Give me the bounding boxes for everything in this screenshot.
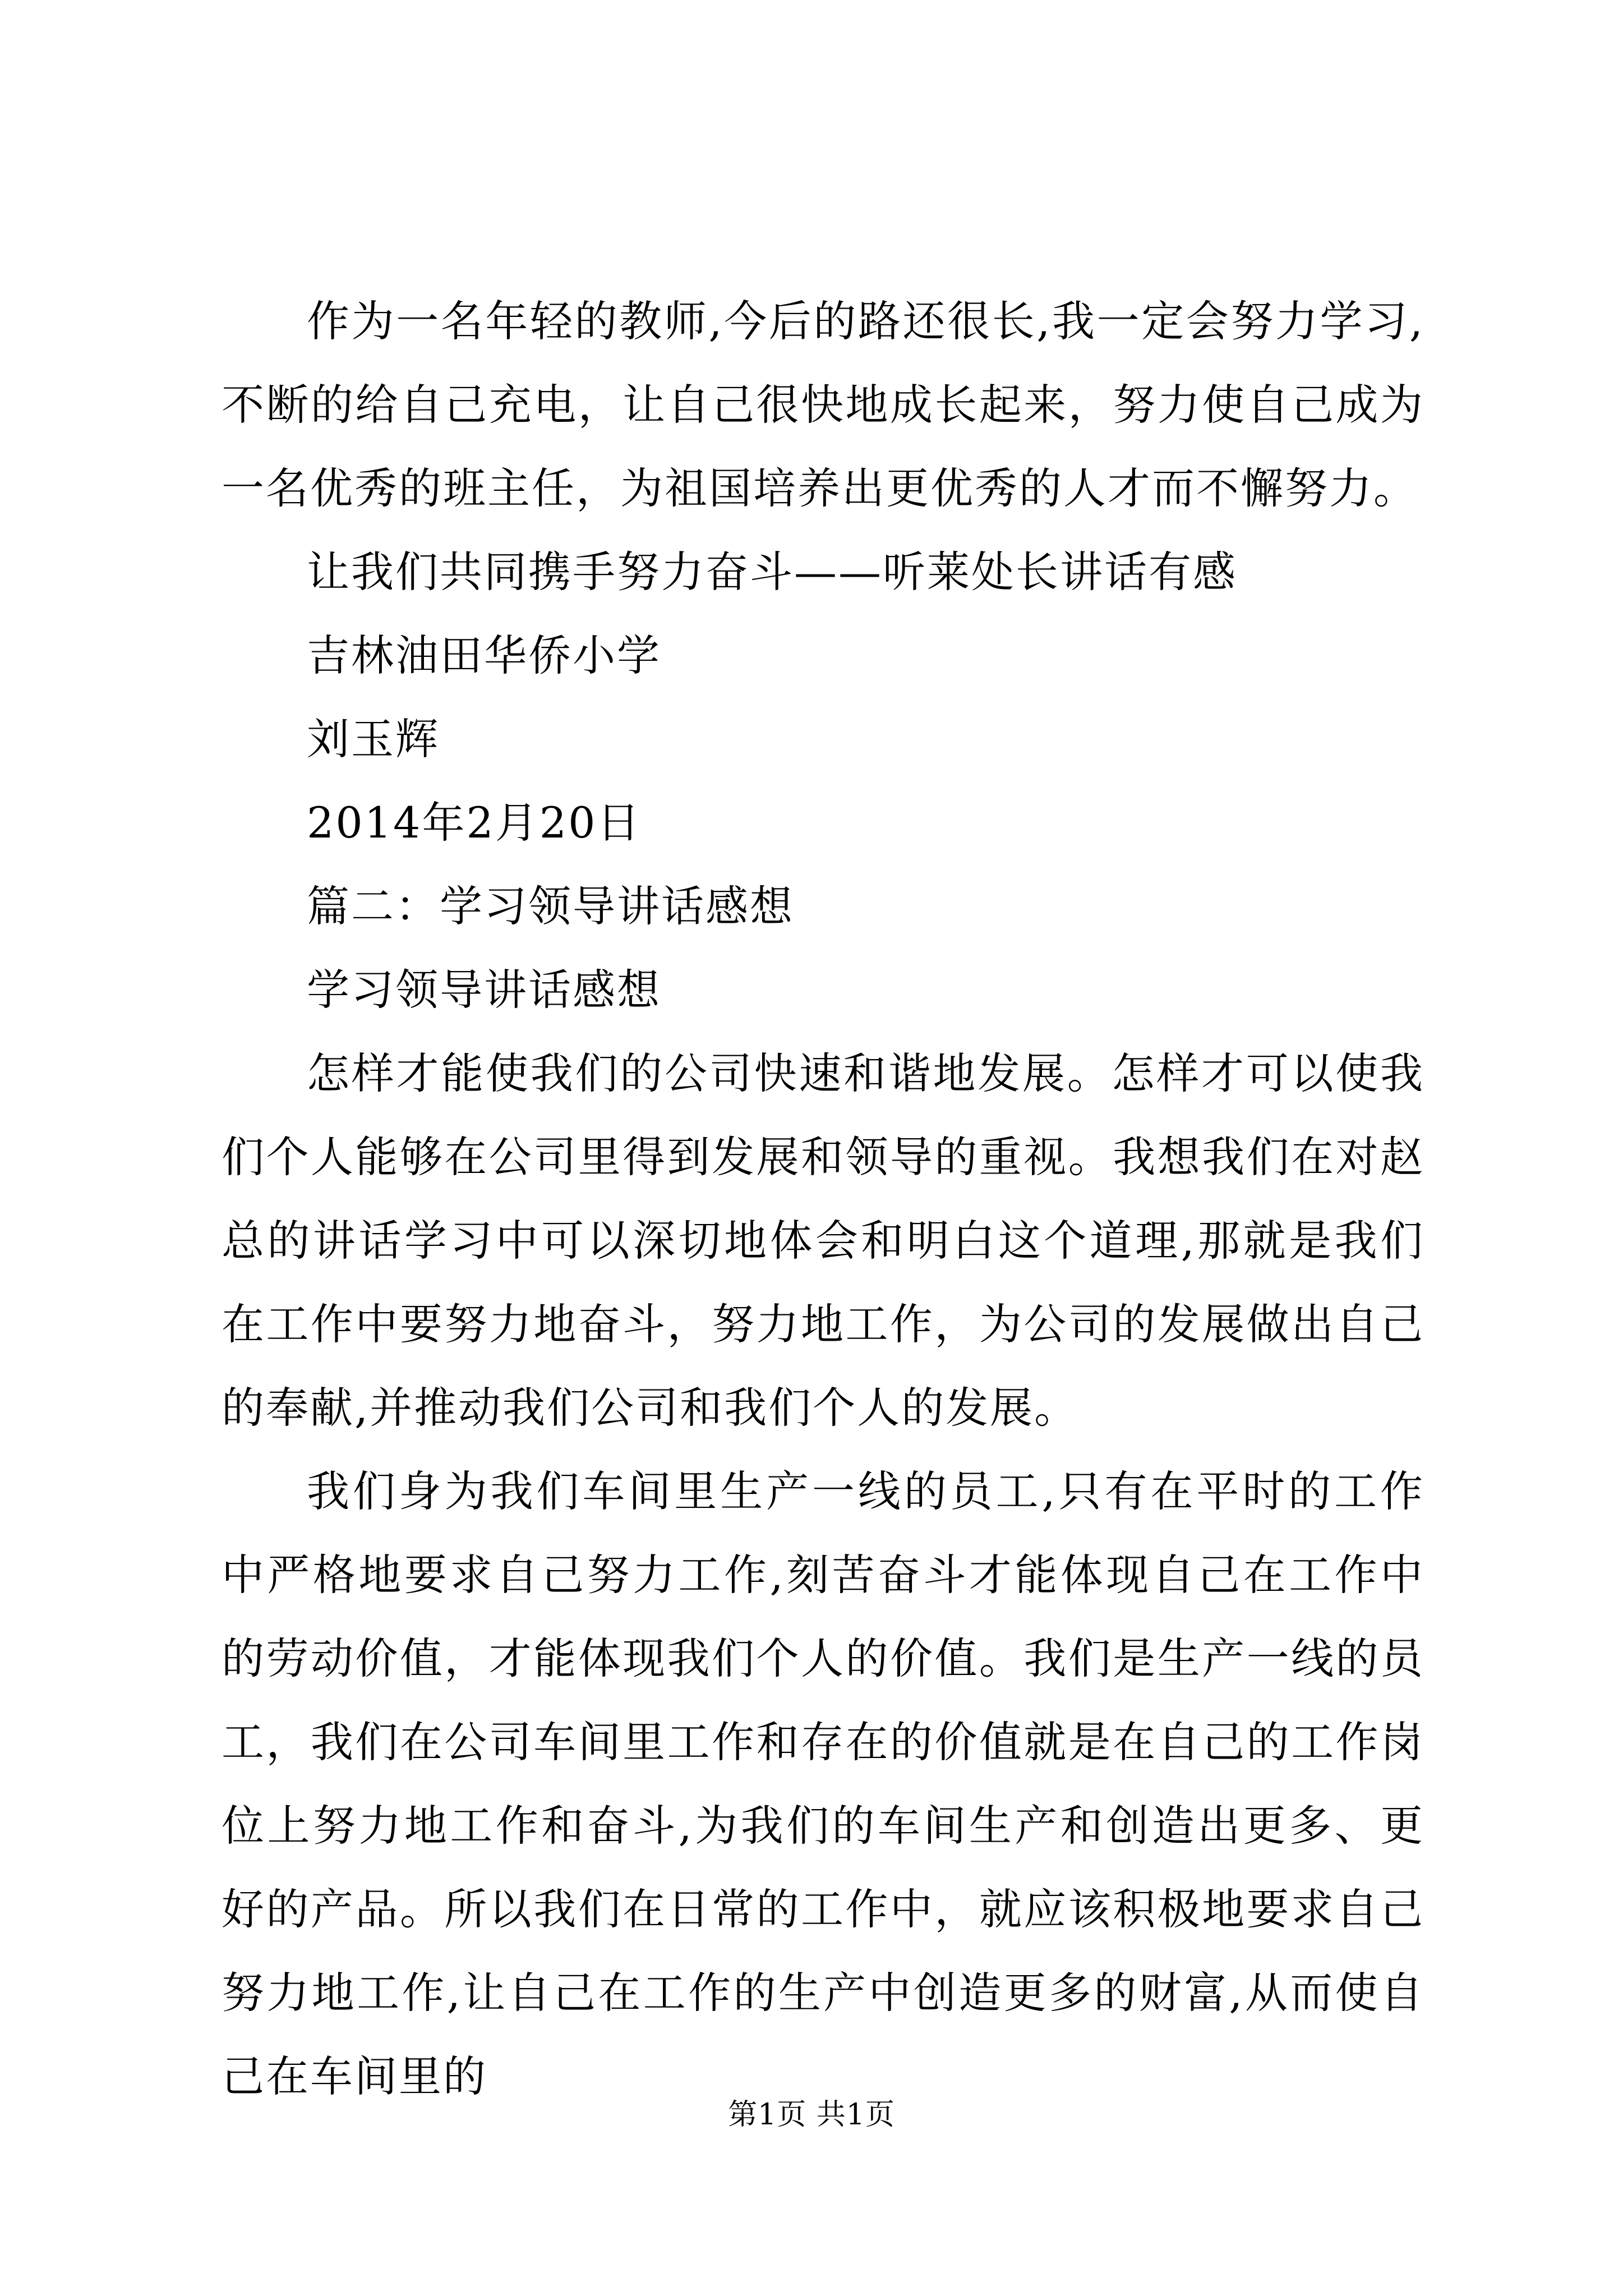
author-name: 刘玉辉 [307,714,440,764]
paragraph-frontline-workers: 我们身为我们车间里生产一线的员工,只有在平时的工作中严格地要求自己努力工作,刻苦奋斗才能体现自己在工作中的劳动价值，才能体现我们个人的价值。我们是生产一线的员工，我们在公司车间里工作和存在的价值就是在自己的工作岗位上努力地工作和奋斗,为我们的车间生产和创造出更多、更好的产品。所以我们在日常的工作中，就应该积极地要求自己努力地工作,让自己在工作的生产中创造更多的财富,从而使自己在车间里的 [222,1466,1424,2101]
article-title: 让我们共同携手努力奋斗——听莱处长讲话有感 [307,547,1237,597]
section-heading: 篇二：学习领导讲话感想 [307,881,794,931]
document-body [222,279,1424,2118]
page-footer: 第1页 共1页 [728,2098,895,2132]
date-line: 2014年2月20日 [307,798,642,848]
section-title: 学习领导讲话感想 [307,965,661,1015]
school-name: 吉林油田华侨小学 [307,631,661,680]
paragraph-closing-teacher: 作为一名年轻的教师,今后的路还很长,我一定会努力学习,不断的给自己充电，让自己很快地成长起来，努力使自己成为一名优秀的班主任，为祖国培养出更优秀的人才而不懈努力。 [222,296,1424,513]
paragraph-company-development: 怎样才能使我们的公司快速和谐地发展。怎样才可以使我们个人能够在公司里得到发展和领导的重视。我想我们在对赵总的讲话学习中可以深切地体会和明白这个道理,那就是我们在工作中要努力地奋斗，努力地工作，为公司的发展做出自己的奉献,并推动我们公司和我们个人的发展。 [222,1048,1424,1433]
